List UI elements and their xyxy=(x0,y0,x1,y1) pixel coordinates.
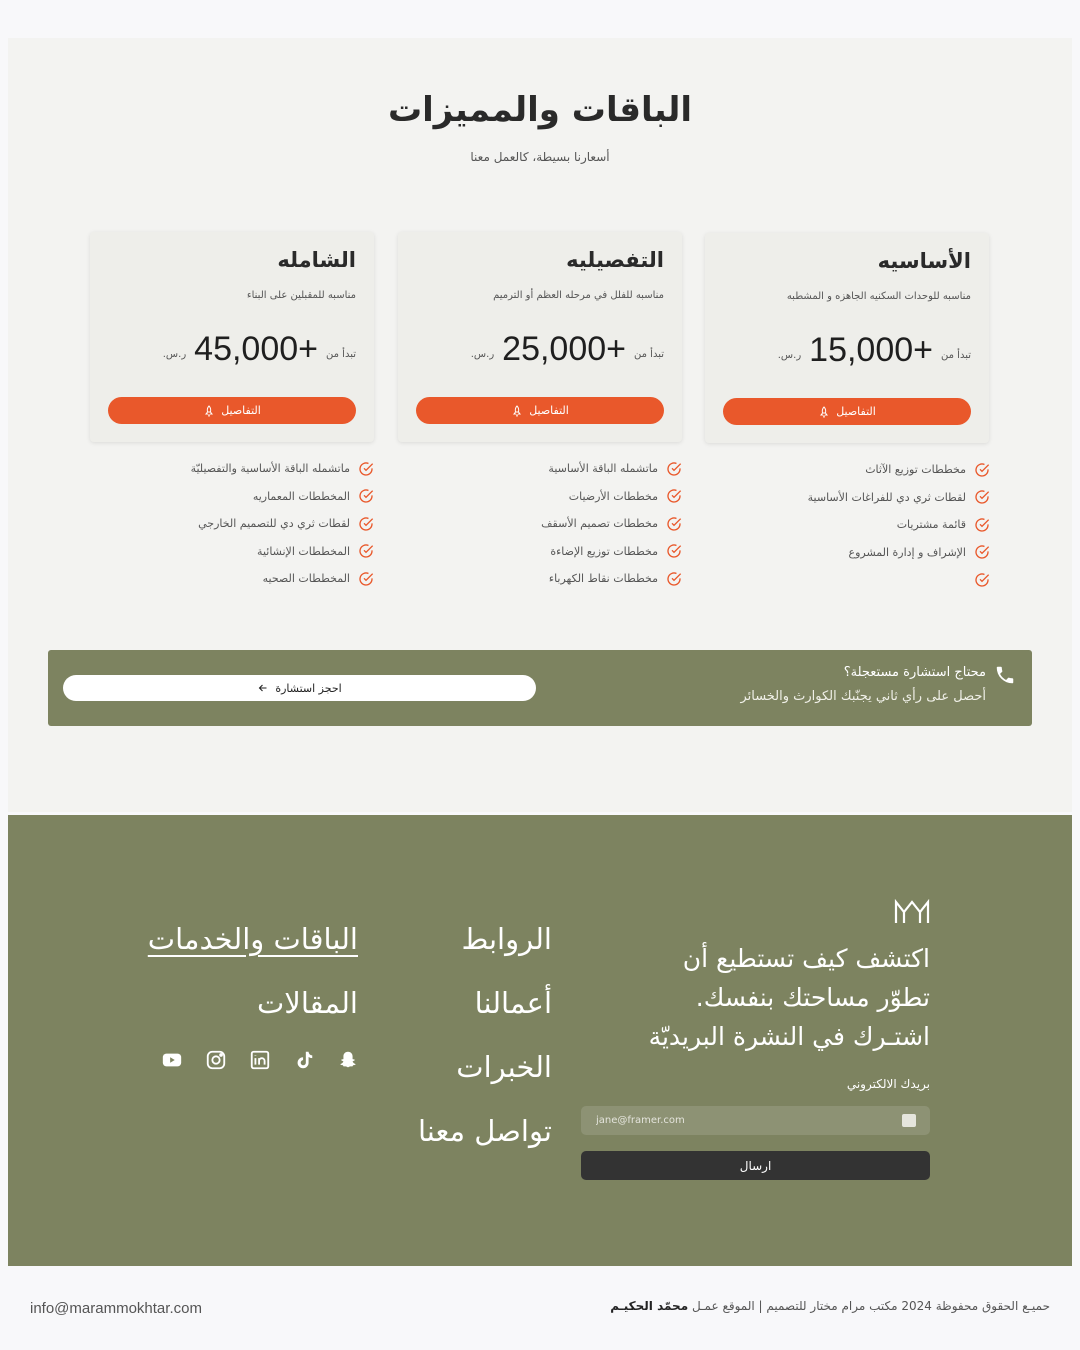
feature-item xyxy=(690,484,990,512)
feature-item xyxy=(382,455,682,483)
brand-logo-icon xyxy=(894,899,930,925)
check-circle-icon xyxy=(974,489,990,505)
footer-link-articles[interactable]: المقالات xyxy=(256,986,358,1020)
instagram-icon[interactable] xyxy=(205,1049,227,1071)
check-circle-icon xyxy=(358,488,374,504)
footer-link-packages[interactable]: الباقات والخدمات xyxy=(147,922,358,956)
site-footer xyxy=(8,815,1072,1266)
details-button[interactable] xyxy=(723,398,971,425)
check-circle-icon xyxy=(974,517,990,533)
rocket-icon xyxy=(203,405,215,417)
copyright-main: حميـع الحقوق محفوظة 2024 مكتب مرام مختار للتصميم | الموقع عمـل xyxy=(691,1299,1050,1313)
details-button[interactable] xyxy=(108,397,356,424)
feature-text: مخططات تصميم الأسقف xyxy=(541,517,658,531)
footer-link-contact[interactable]: تواصل معنا xyxy=(417,1114,552,1148)
banner-title: محتاج استشارة مستعجلة؟ xyxy=(843,665,986,680)
plan-price xyxy=(778,333,971,367)
feature-text: قائمة مشتريات xyxy=(896,518,966,532)
details-button-label: التفاصيل xyxy=(836,405,876,418)
plan-price xyxy=(163,332,356,366)
feature-text: مخططات توزيع الآثاث xyxy=(865,463,966,477)
autofill-icon xyxy=(902,1114,916,1127)
feature-list-basic xyxy=(690,456,990,594)
contact-email-link[interactable]: info@marammokhtar.com xyxy=(30,1300,202,1317)
section-subtitle: أسعارنا بسيطة، كالعمل معنا xyxy=(470,150,610,164)
feature-text: لقطات ثري دي للفراغات الأساسية xyxy=(807,490,966,504)
plan-description: مناسبه للمقبلين على البناء xyxy=(246,290,356,301)
check-circle-icon xyxy=(358,543,374,559)
arrow-left-icon xyxy=(257,682,269,694)
check-circle-icon xyxy=(666,571,682,587)
price-from-label: تبدأ من xyxy=(634,349,664,360)
check-circle-icon xyxy=(358,516,374,532)
plan-name: الشامله xyxy=(277,248,356,272)
feature-list-comprehensive xyxy=(74,455,374,593)
check-circle-icon xyxy=(666,461,682,477)
check-circle-icon xyxy=(358,461,374,477)
footer-link-links[interactable]: الروابط xyxy=(461,922,552,956)
email-label: بريدك الالكتروني xyxy=(846,1077,930,1091)
section-title: الباقات والمميزات xyxy=(387,90,693,130)
details-button-label: التفاصيل xyxy=(529,404,569,417)
linkedin-icon[interactable] xyxy=(249,1049,271,1071)
plan-price xyxy=(471,332,664,366)
pricing-section xyxy=(8,38,1072,812)
plan-description: مناسبه للفلل في مرحله العظم أو الترميم xyxy=(493,290,664,301)
copyright-text xyxy=(610,1299,1050,1313)
feature-item xyxy=(74,510,374,538)
feature-item xyxy=(382,565,682,593)
feature-text: ماتشمله الباقة الأساسية xyxy=(548,462,658,476)
send-button[interactable]: ارسال xyxy=(581,1151,930,1180)
feature-item xyxy=(74,455,374,483)
plan-name: التفصيليه xyxy=(566,248,664,272)
check-circle-icon xyxy=(666,516,682,532)
tiktok-icon[interactable] xyxy=(293,1049,315,1071)
banner-text: أحصل على رأي ثاني يجنّبك الكوارث والخسائر xyxy=(740,689,986,704)
details-button[interactable] xyxy=(416,397,664,424)
youtube-icon[interactable] xyxy=(161,1049,183,1071)
check-circle-icon xyxy=(974,572,990,588)
phone-icon xyxy=(994,664,1016,686)
plan-card-comprehensive xyxy=(90,232,374,442)
feature-text: مخططات الأرضيات xyxy=(568,489,658,503)
feature-item xyxy=(690,511,990,539)
check-circle-icon xyxy=(974,544,990,560)
plan-card-detailed xyxy=(398,232,682,442)
newsletter-heading: اكتشف كيف تستطيع أن تطوّر مساحتك بنفسك. اشتـرك في النشرة البريديّة xyxy=(648,944,930,1051)
check-circle-icon xyxy=(974,462,990,478)
feature-text: ماتشمله الباقة الأساسية والتفصيليّة xyxy=(190,462,350,476)
footer-links-primary xyxy=(418,919,552,1175)
feature-text: الإشراف و إدارة المشروع xyxy=(848,545,966,559)
price-amount: 25,000+ xyxy=(502,330,627,368)
footer-link-works[interactable]: أعمالنا xyxy=(474,986,552,1020)
snapchat-icon[interactable] xyxy=(337,1049,359,1071)
plan-card-basic xyxy=(705,233,989,443)
feature-item xyxy=(382,538,682,566)
feature-item xyxy=(690,539,990,567)
feature-item xyxy=(690,456,990,484)
price-from-label: تبدأ من xyxy=(941,350,971,361)
price-from-label: تبدأ من xyxy=(326,349,356,360)
email-input[interactable] xyxy=(581,1106,930,1135)
rocket-icon xyxy=(818,406,830,418)
price-currency: ر.س. xyxy=(162,349,187,360)
check-circle-icon xyxy=(666,543,682,559)
rocket-icon xyxy=(511,405,523,417)
email-field-wrapper xyxy=(581,1106,930,1135)
feature-text: لقطات ثري دي للتصميم الخارجي xyxy=(198,517,350,531)
feature-text: مخططات توزيع الإضاءة xyxy=(550,544,658,558)
feature-item xyxy=(74,483,374,511)
price-currency: ر.س. xyxy=(470,349,495,360)
price-amount: 15,000+ xyxy=(809,331,934,369)
feature-item xyxy=(690,566,990,594)
check-circle-icon xyxy=(666,488,682,504)
book-consultation-button[interactable] xyxy=(63,675,536,701)
feature-item xyxy=(382,510,682,538)
footer-link-expertise[interactable]: الخبرات xyxy=(456,1050,552,1084)
plan-name: الأساسيه xyxy=(877,249,971,273)
footer-links-secondary xyxy=(148,919,358,1047)
details-button-label: التفاصيل xyxy=(221,404,261,417)
feature-item xyxy=(382,483,682,511)
feature-list-detailed xyxy=(382,455,682,593)
price-currency: ر.س. xyxy=(777,350,802,361)
price-amount: 45,000+ xyxy=(194,330,319,368)
feature-text: مخططات نقاط الكهرباء xyxy=(548,572,658,586)
feature-item xyxy=(74,538,374,566)
plan-description: مناسبه للوحدات السكنيه الجاهزه و المشطبه xyxy=(786,291,971,302)
book-consultation-label: احجز استشارة xyxy=(275,681,342,695)
feature-text: المخططات الإنشائية xyxy=(257,544,350,558)
social-links xyxy=(161,1049,359,1071)
check-circle-icon xyxy=(358,571,374,587)
feature-text: المخططات الصحيه xyxy=(262,572,350,586)
feature-text: المخططات المعماريه xyxy=(252,489,350,503)
consultation-banner xyxy=(48,650,1032,726)
author-link[interactable]: محمّد الحكيـم xyxy=(610,1299,689,1313)
feature-item xyxy=(74,565,374,593)
